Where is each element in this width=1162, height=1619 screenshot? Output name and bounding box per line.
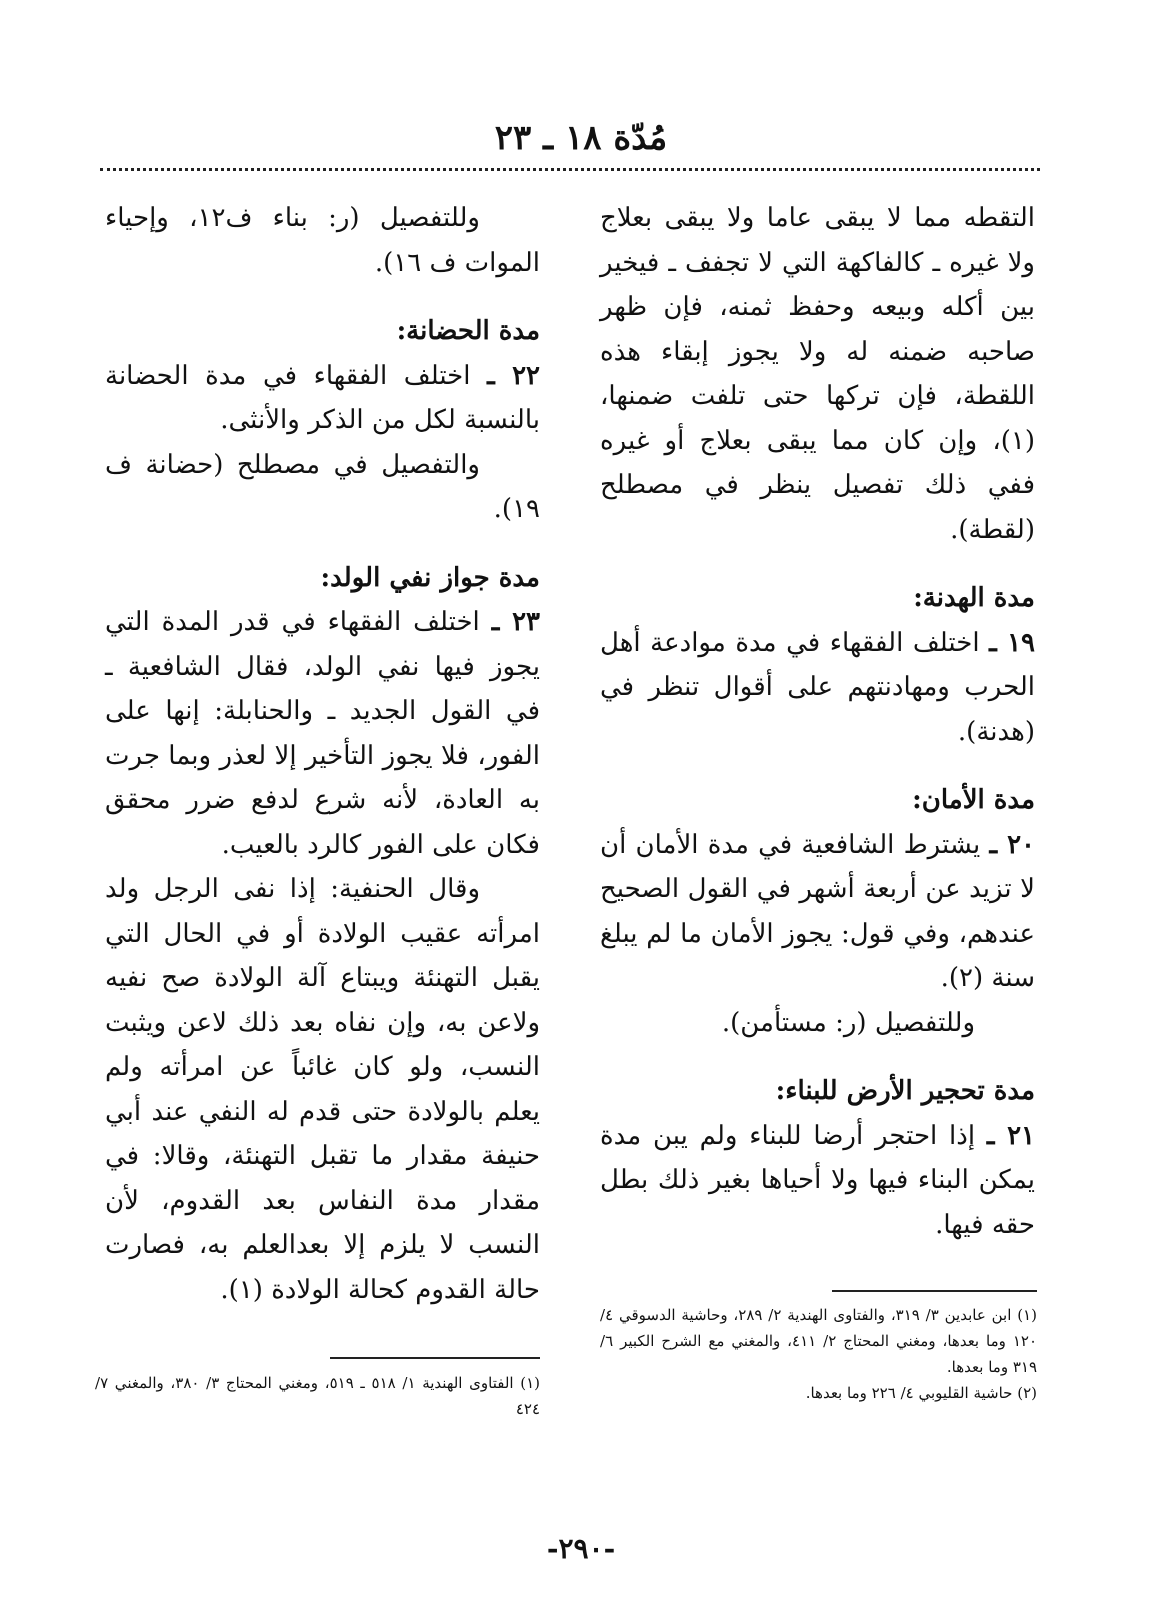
right-column	[600, 196, 1035, 1247]
heading-nafy: مدة جواز نفي الولد:	[320, 562, 540, 593]
paragraph-number: ٢٣ ـ	[491, 607, 540, 637]
paragraph-text: اختلف الفقهاء في مدة الحضانة بالنسبة لكل من الذكر والأنثى.	[105, 360, 540, 435]
paragraph-22-detail: والتفصيل في مصطلح (حضانة ف ١٩).	[105, 449, 540, 524]
paragraph-reference: وللتفصيل (ر: بناء ف١٢، وإحياء الموات ف ١٦).	[105, 203, 540, 278]
paragraph-22	[105, 354, 540, 443]
paragraph-text: يشترط الشافعية في مدة الأمان أن لا تزيد عن أربعة أشهر في القول الصحيح عندهم، وفي قول: يجوز الأمان ما لم يبلغ سنة (٢).	[600, 829, 1035, 993]
paragraph-text: اختلف الفقهاء في قدر المدة التي يجوز فيها نفي الولد، فقال الشافعية ـ في القول الجديد ـ والحنابلة: إنها على الفور، فلا يجوز التأخير إلا لعذر وبما جرت به العادة، لأنه شرع لدفع ضرر محقق فكان على الفور كالرد بالعيب.	[105, 607, 540, 860]
paragraph-text: إذا احتجر أرضا للبناء ولم يبن مدة يمكن البناء فيها ولا أحياها بغير ذلك بطل حقه فيها.	[600, 1120, 1035, 1240]
heading-tahjir: مدة تحجير الأرض للبناء:	[775, 1076, 1035, 1106]
footnote: (٢) حاشية القليوبي ٤/ ٢٢٦ وما بعدها.	[805, 1384, 1037, 1402]
paragraph-text: اختلف الفقهاء في مدة موادعة أهل الحرب ومهادنتهم على أقوال تنظر في (هدنة).	[600, 627, 1035, 747]
paragraph-19	[600, 621, 1035, 755]
heading-hudna: مدة الهدنة:	[913, 583, 1035, 613]
paragraph-20-detail: وللتفصيل (ر: مستأمن).	[721, 1007, 975, 1038]
page-number: -٢٩٠-	[546, 1532, 616, 1565]
footnote-divider-right	[832, 1290, 1037, 1292]
header-divider	[100, 168, 1040, 171]
footnote: (١) الفتاوى الهندية ١/ ٥١٨ ـ ٥١٩، ومغني المحتاج ٣/ ٣٨٠، والمغني ٧/ ٤٢٤	[95, 1374, 541, 1418]
paragraph-20	[600, 823, 1035, 1001]
paragraph-number: ٢٠ ـ	[989, 829, 1036, 860]
left-column	[105, 196, 540, 1312]
footnotes-left	[95, 1370, 540, 1422]
paragraph-21	[600, 1114, 1035, 1248]
paragraph-number: ١٩ ـ	[989, 627, 1036, 658]
paragraph-23-detail: وقال الحنفية: إذا نفى الرجل ولد امرأته عقيب الولادة أو في الحال التي يقبل التهنئة ويبتاع آلة الولادة صح نفيه ولاعن به، وإن نفاه بعد ذلك لاعن ويثبت النسب، ولو كان غائباً عن امرأته ولم يعلم بالولادة حتى قدم له النفي عند أبي حنيفة مقدار ما تقبل التهنئة، وقالا: في مقدار مدة النفاس بعد القدوم، لأن النسب لا يلزم إلا بعدالعلم به، فصارت حالة القدوم كحالة الولادة (١).	[105, 874, 540, 1305]
footnotes-right	[600, 1302, 1037, 1406]
page-title: مُدّة ١٨ ـ ٢٣	[494, 118, 668, 158]
paragraph-continuation: التقطه مما لا يبقى عاما ولا يبقى بعلاج ولا غيره ـ كالفاكهة التي لا تجفف ـ فيخير بين أكله وبيعه وحفظ ثمنه، فإن ظهر صاحبه ضمنه له ولا يجوز إبقاء هذه اللقطة، فإن تركها حتى تلفت ضمنها، (١)، وإن كان مما يبقى بعلاج أو غيره ففي ذلك تفصيل ينظر في مصطلح (لقطة).	[600, 203, 1035, 545]
heading-hadana: مدة الحضانة:	[396, 316, 540, 346]
heading-aman: مدة الأمان:	[912, 785, 1035, 815]
paragraph-23	[105, 600, 540, 867]
paragraph-number: ٢٢ ـ	[487, 360, 540, 391]
footnote: (١) ابن عابدين ٣/ ٣١٩، والفتاوى الهندية ٢/ ٢٨٩، وحاشية الدسوقي ٤/ ١٢٠ وما بعدها، ومغني المحتاج ٢/ ٤١١، والمغني مع الشرح الكبير ٦/ ٣١٩ وما بعدها.	[600, 1306, 1038, 1376]
footnote-divider-left	[330, 1357, 540, 1359]
paragraph-number: ٢١ ـ	[986, 1120, 1035, 1151]
